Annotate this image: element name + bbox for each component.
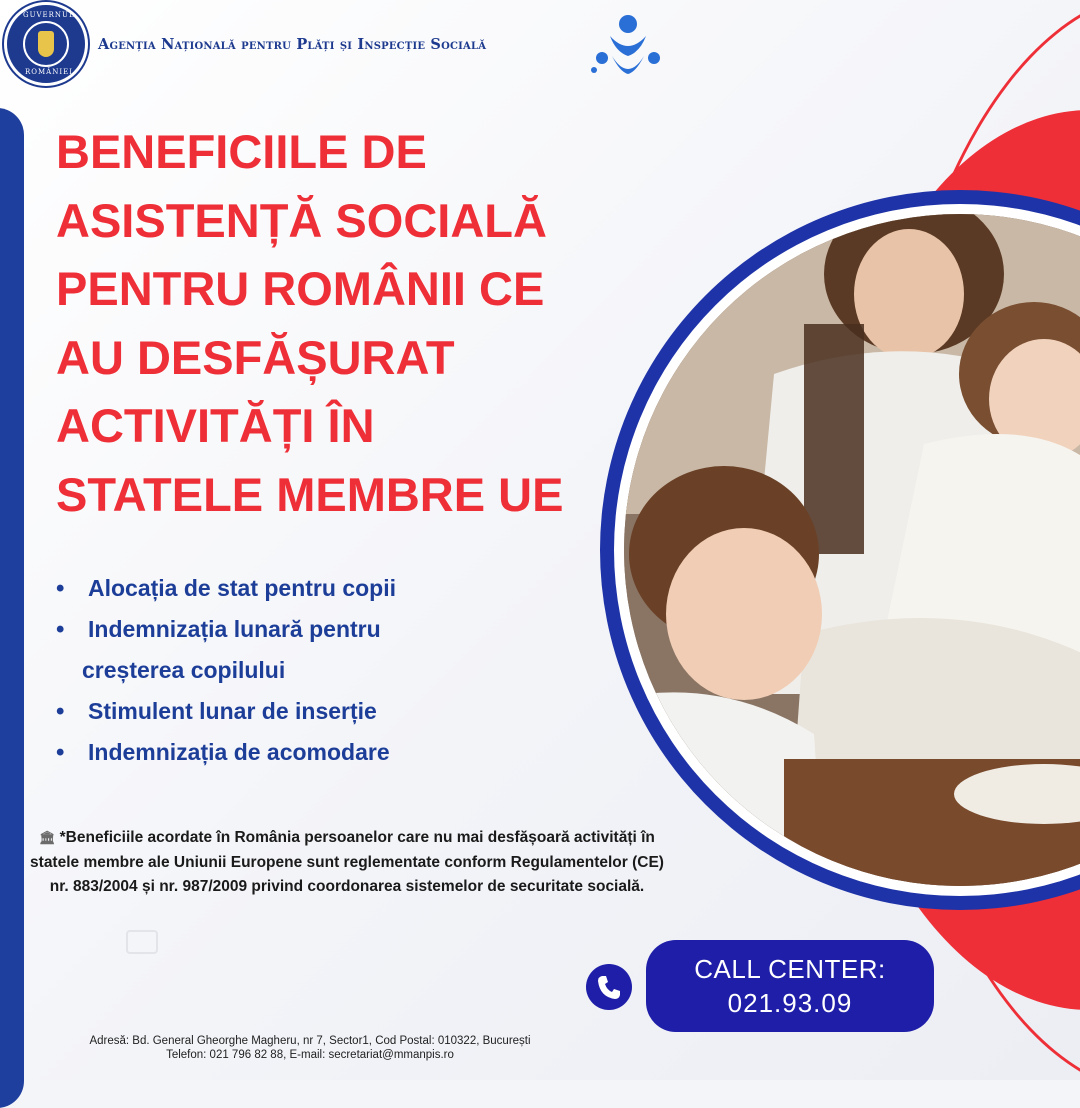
phone-icon[interactable] bbox=[586, 964, 632, 1010]
coat-of-arms-icon bbox=[38, 31, 54, 57]
list-item bbox=[54, 568, 396, 609]
benefit-text-continued: creșterea copilului bbox=[82, 657, 286, 683]
page-title bbox=[56, 118, 596, 529]
title-line: PENTRU ROMÂNII CE bbox=[56, 262, 545, 315]
benefit-text: Alocația de stat pentru copii bbox=[88, 575, 396, 601]
government-seal-logo bbox=[4, 2, 88, 86]
seal-bottom-text: ROMÂNIEI bbox=[25, 68, 73, 76]
classical-building-icon: 🏛 bbox=[39, 830, 56, 845]
call-center-label: CALL CENTER: bbox=[694, 954, 886, 984]
title-line: STATELE MEMBRE UE bbox=[56, 467, 564, 521]
footer-contact: Telefon: 021 796 82 88, E-mail: secretariat@mmanpis.ro bbox=[166, 1049, 454, 1061]
benefits-list bbox=[54, 568, 396, 773]
list-item bbox=[54, 609, 396, 691]
list-item bbox=[54, 691, 396, 732]
footer bbox=[40, 1034, 580, 1062]
anpis-logo-icon bbox=[588, 12, 668, 82]
seal-top-text: GUVERNUL bbox=[23, 11, 75, 19]
benefit-text: Indemnizația de acomodare bbox=[88, 739, 390, 765]
faint-envelope-icon bbox=[126, 930, 158, 954]
benefit-text: Stimulent lunar de inserție bbox=[88, 698, 377, 724]
title-line: BENEFICIILE DE bbox=[56, 125, 427, 178]
title-line: ASISTENȚĂ SOCIALĂ bbox=[56, 193, 547, 247]
header bbox=[4, 4, 486, 84]
call-center-button[interactable] bbox=[646, 940, 934, 1032]
legal-note bbox=[22, 826, 672, 900]
benefit-text: Indemnizația lunară pentru bbox=[88, 616, 381, 642]
decorative-blue-bar bbox=[0, 108, 24, 1108]
call-center-number: 021.93.09 bbox=[727, 988, 853, 1018]
title-line: ACTIVITĂȚI ÎN bbox=[56, 399, 375, 452]
list-item bbox=[54, 732, 396, 773]
footer-address: Adresă: Bd. General Gheorghe Magheru, nr 7, Sector1, Cod Postal: 010322, București bbox=[89, 1035, 531, 1047]
legal-note-text: *Beneficiile acordate în România persoanelor care nu mai desfășoară activități în statele membre ale Uniunii Europene sunt reglementate conform Regulamentelor (CE) nr. 883/2004 și nr. 987/2009 privind coordonarea sistemelor de securitate socială. bbox=[30, 829, 664, 895]
agency-name: Agenția Națională pentru Plăți și Inspecție Socială bbox=[98, 35, 487, 53]
title-line: AU DESFĂȘURAT bbox=[56, 330, 455, 384]
